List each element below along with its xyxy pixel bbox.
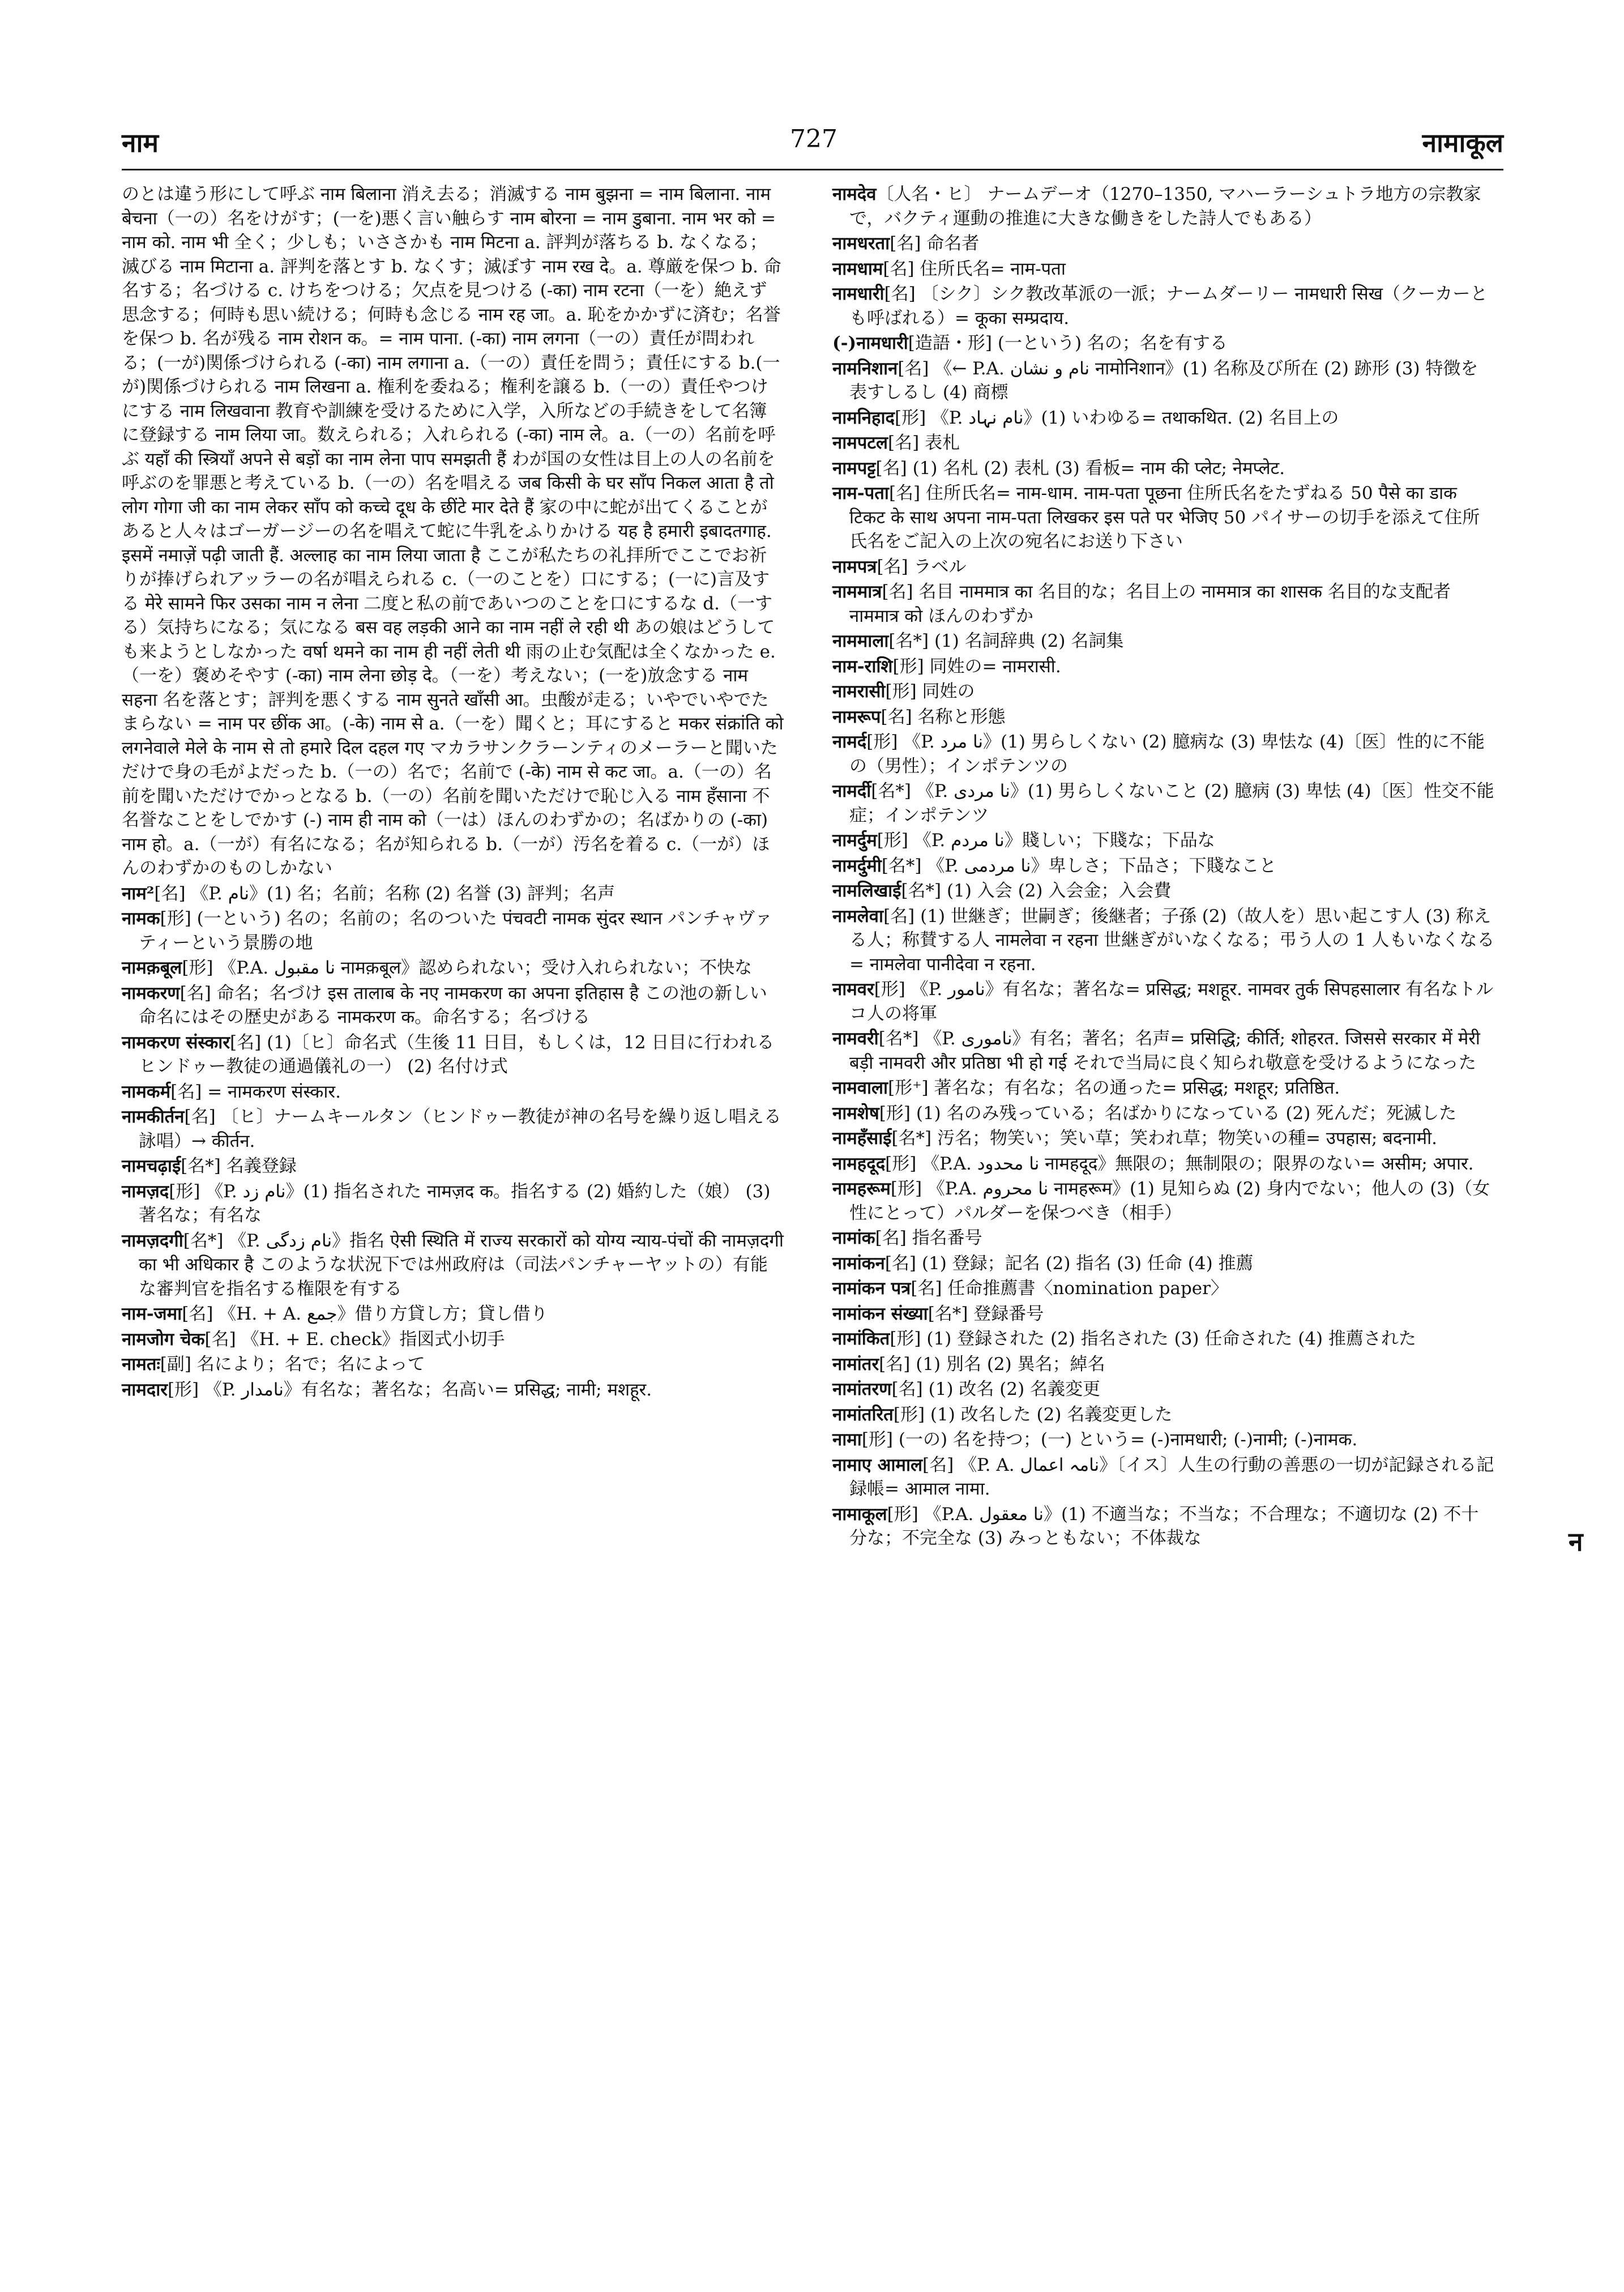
definition: 《P. A. نامہ اعمال》〔イス〕人生の行動の善悪の一切が記録される記録帳= आमाल नामा. xyxy=(849,1454,1494,1499)
header-rule xyxy=(122,169,1503,170)
part-of-speech: [名] xyxy=(888,433,920,453)
part-of-speech: [名*] xyxy=(891,1128,932,1149)
definition: 《P. ناموری》有名；著名；名声= प्रसिद्धि; कीर्ति; शोहरत. जिससे सरकार में मेरी बड़ी नामवरी और प्रतिष्ठा भी हो गई それで当局に良く知られ敬意を受けるようになった xyxy=(849,1028,1480,1073)
dictionary-entry xyxy=(832,1352,1495,1377)
dictionary-entry xyxy=(832,1252,1495,1276)
dictionary-entry xyxy=(122,1378,784,1402)
dictionary-entry xyxy=(832,431,1495,455)
part-of-speech: [名] xyxy=(204,1329,236,1350)
definition: 《P.A. نا محروم नामहरूम》(1) 見知らぬ (2) 身内でない；他人の (3)（女性にとって）パルダーを保つべき（相手） xyxy=(849,1179,1490,1223)
headword: नामर्दी xyxy=(832,781,871,801)
definition: (1) 登録された (2) 指名された (3) 任命された (4) 推薦された xyxy=(926,1329,1416,1349)
headword: नामर्दुमी xyxy=(832,855,882,876)
definition: 同姓の= नामरासी. xyxy=(929,656,1061,677)
part-of-speech: [形] xyxy=(887,1504,918,1525)
headword: नामपटल xyxy=(832,433,888,453)
dictionary-entry xyxy=(122,1302,784,1326)
headword: नामपट्ट xyxy=(832,458,876,479)
headword: नामांकन xyxy=(832,1253,885,1274)
definition: 《P. نام》(1) 名；名前；名称 (2) 名誉 (3) 評判；名声 xyxy=(191,883,616,904)
definition: 指名番号 xyxy=(912,1228,982,1248)
headword: नामशेष xyxy=(832,1103,879,1124)
headword: नाम-पता xyxy=(832,483,889,503)
running-head-left: नाम xyxy=(122,127,159,158)
headword: नामदेव xyxy=(832,184,877,204)
definition: 《← P.A. نام و نشان नामोनिशान》(1) 名称及び所在 (2) 跡形 (3) 特徴を表すしるし (4) 商標 xyxy=(849,358,1478,403)
headword: नामर्द xyxy=(832,732,867,752)
dictionary-entry xyxy=(832,779,1495,827)
page-number: 727 xyxy=(790,125,837,153)
headword: नाम² xyxy=(122,883,155,904)
dictionary-entry xyxy=(832,655,1495,679)
left-column xyxy=(122,182,784,1403)
dictionary-entry xyxy=(832,1152,1495,1176)
dictionary-entry xyxy=(122,1080,784,1104)
definition: 名により；名で；名によって xyxy=(196,1354,425,1375)
dictionary-entry xyxy=(122,1352,784,1377)
definition: 〔ヒ〕ナームキールタン（ヒンドゥー教徒が神の名号を繰り返し唱える詠唱）→ कीर्तन. xyxy=(139,1107,781,1151)
headword: नाममाला xyxy=(832,631,889,651)
part-of-speech: [形] xyxy=(167,1379,199,1400)
headword: नामकरण xyxy=(122,983,180,1004)
dictionary-entry xyxy=(832,730,1495,778)
part-of-speech: [形] xyxy=(877,830,908,851)
dictionary-entry xyxy=(122,1328,784,1352)
definition: 《P. نام نہاد》(1) いわゆる= तथाकथित. (2) 名目上の xyxy=(931,407,1339,428)
definition: (1) 名札 (2) 表札 (3) 看板= नाम की प्लेट; नेमप्लेट. xyxy=(912,458,1285,479)
part-of-speech: [形] xyxy=(894,407,926,428)
headword: नामक़बूल xyxy=(122,958,182,978)
definition: 命名者 xyxy=(926,233,980,254)
dictionary-entry xyxy=(832,232,1495,256)
part-of-speech: [名] xyxy=(898,358,929,379)
part-of-speech: [形] xyxy=(879,1103,911,1124)
part-of-speech: [名*] xyxy=(888,631,929,651)
entry-continuation xyxy=(122,182,784,881)
headword: नामवर xyxy=(832,979,874,1000)
headword: नामधारी xyxy=(832,284,884,304)
part-of-speech: [形] xyxy=(169,1181,200,1202)
headword: नामज़दगी xyxy=(122,1230,183,1251)
part-of-speech: 〔人名・ヒ〕 xyxy=(876,184,982,204)
part-of-speech: [名] xyxy=(879,1354,911,1375)
part-of-speech: [名] xyxy=(182,1304,213,1324)
headword: नामांकित xyxy=(832,1329,890,1349)
headword: नामनिहाद xyxy=(832,407,895,428)
headword: नामवरी xyxy=(832,1028,879,1049)
part-of-speech: [形] xyxy=(866,732,898,752)
definition: のとは違う形にして呼ぶ नाम बिलाना 消え去る；消滅する नाम बुझना = नाम बिलाना. नाम बेचना（一の）名をけがす；(一を)悪く言い触らす नाम बोरना = नाम डुबाना. नाम भर को = नाम को. नाम भी 全く；少しも；いささかも नाम मिटना a. 評判が落ちる b. なくなる；滅びる नाम मिटाना a. 評判を落とす b. なくす；滅ぼす नाम रख दे。a. 尊厳を保つ b. 命名する；名づける c. けちをつける；欠点を見つける (-का) नाम रटना（一を）絶えず思念する；何時も思い続ける；何時も念じる नाम रह जा。a. 恥をかかずに済む；名誉を保つ b. 名が残る नाम रोशन क。= नाम पाना. (-का) नाम लगना（一の）責任が問われる；(一が)関係づけられる (-का) नाम लगाना a.（一の）責任を問う；責任にする b.(一が)関係づけられる नाम लिखना a. 権利を委ねる；権利を譲る b.（一の）責任やつけにする नाम लिखवाना 教育や訓練を受けるために入学，入所などの手続きをして名簿に登録する नाम लिया जा。数えられる；入れられる (-का) नाम ले。a.（一の）名前を呼ぶ यहाँ की स्त्रियाँ अपने से बड़ों का नाम लेना पाप समझती हैं わが国の女性は目上の人の名前を呼ぶのを罪悪と考えている b.（一の）名を唱える जब किसी के घर साँप निकल आता है तो लोग गोगा जी का नाम लेकर साँप को कच्चे दूध के छींटे मार देते हैं 家の中に蛇が出てくることがあると人々はゴーガージーの名を唱えて蛇に牛乳をふりかける यह है हमारी इबादतगाह. इसमें नमाज़ें पढ़ी जाती हैं. अल्लाह का नाम लिया जाता है ここが私たちの礼拝所でここでお祈りが捧げられアッラーの名が唱えられる c.（一のことを）口にする；(一に)言及する मेरे सामने फिर उसका नाम न लेना 二度と私の前であいつのことを口にするな d.（一する）気持ちになる；気になる बस वह लड़की आने का नाम नहीं ले रही थी あの娘はどうしても来ようとしなかった वर्षा थमने का नाम ही नहीं लेती थी 雨の止む気配は全くなかった e.（一を）褒めそやす (-का) नाम लेना छोड़ दे。（一を）考えない；(一を)放念する नाम सहना 名を落とす；評判を悪くする नाम सुनते खाँसी आ。虫酸が走る；いやでいやでたまらない = नाम पर छींक आ。(-के) नाम से a.（一を）聞くと；耳にすると मकर संक्रांति को लगनेवाले मेले के नाम से तो हमारे दिल दहल गए マカラサンクラーンティのメーラーと聞いただけで身の毛がよだった b.（一の）名で；名前で (-के) नाम से कट जा。a.（一の）名前を聞いただけでかっとなる b.（一の）名前を聞いただけで恥じ入る नाम हँसाना 不名誉なことをしでかす (-) नाम ही नाम को（一は）ほんのわずかの；名ばかりの (-का) नाम हो。a.（一が）有名になる；名が知られる b.（一が）汚名を着る c.（一が）ほんのわずかのものしかない xyxy=(122,184,784,878)
definition: 任命推薦書〈nomination paper〉 xyxy=(947,1278,1228,1299)
dictionary-entry xyxy=(832,456,1495,481)
part-of-speech: [名] xyxy=(877,556,908,577)
dictionary-entry xyxy=(122,1031,784,1079)
dictionary-entry xyxy=(832,182,1495,231)
definition: 《P. نام زد》(1) 指名された नामज़द क。指名する (2) 婚約した（娘） (3) 著名な；有名な xyxy=(139,1181,771,1226)
part-of-speech: [形] xyxy=(890,1329,921,1349)
dictionary-entry xyxy=(832,705,1495,729)
headword: नामर्दुम xyxy=(832,830,877,851)
part-of-speech: [名*] xyxy=(878,1028,919,1049)
headword: नामांतर xyxy=(832,1354,879,1375)
headword: नामकरण संस्कार xyxy=(122,1032,230,1053)
definition: (1) 改名した (2) 名義変更した xyxy=(930,1404,1173,1425)
headword: नामतः xyxy=(122,1354,160,1375)
headword: नामक xyxy=(122,908,160,929)
definition: (1)〔ヒ〕命名式（生後 11 日目，もしくは，12 日目に行われるヒンドゥー教徒の通過儀礼の一） (2) 名付け式 xyxy=(139,1032,775,1077)
definition: 汚名；物笑い；笑い草；笑われ草；物笑いの種= उपहास; बदनामी. xyxy=(937,1128,1437,1149)
headword: नामनिशान xyxy=(832,358,898,379)
dictionary-entry xyxy=(832,282,1495,330)
right-column xyxy=(832,182,1495,1552)
part-of-speech: [名] xyxy=(154,883,186,904)
dictionary-entry xyxy=(122,981,784,1030)
part-of-speech: [名] xyxy=(875,1228,907,1248)
headword: नामांतरित xyxy=(832,1404,894,1425)
definition: 《P. نام زدگی》指名 ऐसी स्थिति में राज्य सरकारों को योग्य न्याय-पंचों की नामज़दगी का भी अधिकार है このような状況下では州政府は（司法パンチャーヤットの）有能な審判官を指名する権限を有する xyxy=(139,1230,784,1299)
dictionary-entry xyxy=(832,978,1495,1026)
dictionary-entry xyxy=(122,1229,784,1301)
part-of-speech: [形] xyxy=(160,908,191,929)
dictionary-entry xyxy=(832,555,1495,579)
headword: नामहदूद xyxy=(832,1153,886,1174)
dictionary-entry xyxy=(122,1154,784,1179)
part-of-speech: [名] xyxy=(884,1253,917,1274)
part-of-speech: [名] xyxy=(882,582,913,602)
dictionary-entry xyxy=(832,1277,1495,1301)
headword: नामहरूम xyxy=(832,1179,891,1199)
definition: 《P. نا مردم》賤しい；下賤な；下品な xyxy=(913,830,1215,851)
definition: 名義登録 xyxy=(226,1156,297,1176)
definition: 《P.A. نا محدود नामहदूद》無限の；無制限の；限界のない= असीम; अपार. xyxy=(922,1153,1474,1174)
dictionary-entry xyxy=(832,580,1495,628)
part-of-speech: [名] xyxy=(184,1107,216,1127)
definition: 《P. نامدار》有名な；著名な；名高い= प्रसिद्ध; नामी; मशहूर. xyxy=(204,1379,652,1400)
definition: (一という) 名の；名を有する xyxy=(997,333,1228,353)
headword: नामकर्म xyxy=(122,1081,171,1102)
headword: (-)नामधारी xyxy=(832,333,908,353)
dictionary-entry xyxy=(122,956,784,980)
definition: 名目 नाममात्र का 名目的な；名目上の नाममात्र का शासक 名目的な支配者 नाममात्र को ほんのわずか xyxy=(849,582,1451,626)
headword: नामांकन संख्या xyxy=(832,1303,928,1324)
dictionary-entry xyxy=(832,1377,1495,1402)
headword: नामा xyxy=(832,1429,862,1450)
definition: 著名な；有名な；名の通った= प्रसिद्ध; मशहूर; प्रतिष्ठित. xyxy=(934,1078,1340,1098)
part-of-speech: [名*] xyxy=(871,781,911,801)
dictionary-entry xyxy=(832,1503,1495,1551)
part-of-speech: [名] xyxy=(170,1081,202,1102)
dictionary-entry xyxy=(832,629,1495,654)
headword: नामवाला xyxy=(832,1078,888,1098)
definition: 《P.A. نا معقول》(1) 不適当な；不当な；不合理な；不適切な (2) 不十分な；不完全な (3) みっともない；不体裁な xyxy=(849,1504,1479,1548)
dictionary-entry xyxy=(832,1027,1495,1075)
definition: (1) 入会 (2) 入会金；入会費 xyxy=(947,881,1172,901)
dictionary-entry xyxy=(832,1403,1495,1427)
definition: 《P. نا مردی》(1) 男らしくないこと (2) 臆病 (3) 卑怯 (4)〔医〕性交不能症；インポテンツ xyxy=(849,781,1494,826)
headword: नामांक xyxy=(832,1228,875,1248)
definition: 命名；名づけ इस तालाब के नए नामकरण का अपना इतिहास है この池の新しい命名にはその歴史がある नामकरण क。命名する；名づける xyxy=(139,983,767,1027)
dictionary-entry xyxy=(832,1428,1495,1452)
dictionary-entry xyxy=(832,904,1495,977)
dictionary-entry xyxy=(832,879,1495,903)
definition: 《P. نامور》有名な；著名な= प्रसिद्ध; मशहूर. नामवर तुर्क सिपहसालार 有名なトルコ人の将軍 xyxy=(849,979,1494,1024)
dictionary-entry xyxy=(832,1076,1495,1100)
definition: (1) 世継ぎ；世嗣ぎ；後継者；子孫 (2)（故人を）思い起こす人 (3) 称える人；称賛する人 नामलेवा न रहना 世継ぎがいなくなる；弔う人の 1 人もいなくなる= नामलेवा पानीदेवा न रहना. xyxy=(849,906,1495,975)
definition: 《P. نا مرد》(1) 男らしくない (2) 臆病な (3) 卑怯な (4)〔医〕性的に不能の（男性）；インポテンツの xyxy=(849,732,1485,776)
headword: नाम-राशि xyxy=(832,656,893,677)
definition: (一の) 名を持つ；(一) という= (-)नामधारी; (-)नामी; (-)नामक. xyxy=(898,1429,1358,1450)
headword: नामधाम xyxy=(832,258,883,279)
headword: नामरासी xyxy=(832,681,886,702)
definition: 《H. + A. جمع》借り方貸し方；貸し借り xyxy=(219,1304,548,1324)
definition: (1) 別名 (2) 異名；綽名 xyxy=(916,1354,1105,1375)
dictionary-entry xyxy=(122,1105,784,1153)
part-of-speech: [名] xyxy=(922,1454,954,1475)
headword: नामाए आमाल xyxy=(832,1454,923,1475)
part-of-speech: [名*] xyxy=(181,1156,221,1176)
definition: 表札 xyxy=(925,433,960,453)
definition: 名称と形態 xyxy=(917,706,1006,727)
headword: नामचढ़ाई xyxy=(122,1156,181,1176)
headword: नामकीर्तन xyxy=(122,1107,185,1127)
headword: नामदार xyxy=(122,1379,168,1400)
definition: 登録番号 xyxy=(973,1303,1044,1324)
dictionary-entry xyxy=(832,257,1495,281)
dictionary-entry xyxy=(832,357,1495,405)
part-of-speech: [形] xyxy=(861,1429,894,1450)
dictionary-entry xyxy=(832,1102,1495,1126)
part-of-speech: [名*] xyxy=(183,1230,224,1251)
part-of-speech: [形] xyxy=(885,681,917,702)
definition: (1) 登録；記名 (2) 指名 (3) 任命 (4) 推薦 xyxy=(921,1253,1254,1274)
headword: नामलिखाई xyxy=(832,881,901,901)
part-of-speech: [名] xyxy=(230,1032,262,1053)
part-of-speech: [名*] xyxy=(881,855,922,876)
dictionary-entry xyxy=(122,1180,784,1228)
headword: नाम-जमा xyxy=(122,1304,182,1324)
part-of-speech: [名] xyxy=(875,458,907,479)
part-of-speech: [形] xyxy=(182,958,213,978)
definition: 同姓の xyxy=(922,681,975,702)
headword: नामांकन पत्र xyxy=(832,1278,911,1299)
part-of-speech: [名] xyxy=(881,706,912,727)
page-header xyxy=(122,125,1503,164)
part-of-speech: [副] xyxy=(160,1354,191,1375)
part-of-speech: [名] xyxy=(884,284,916,304)
definition: (1) 名詞辞典 (2) 名詞集 xyxy=(934,631,1124,651)
thumb-index-letter: न xyxy=(1569,1526,1583,1557)
definition: ラベル xyxy=(913,556,967,577)
dictionary-entry xyxy=(832,854,1495,878)
part-of-speech: [名] xyxy=(883,258,914,279)
dictionary-entry xyxy=(122,882,784,906)
part-of-speech: [造語・形] xyxy=(908,333,992,353)
definition: (1) 改名 (2) 名義変更 xyxy=(928,1379,1101,1399)
definition: (1) 名のみ残っている；名ばかりになっている (2) 死んだ；死滅した xyxy=(916,1103,1457,1124)
headword: नामजोग चेक xyxy=(122,1329,205,1350)
dictionary-entry xyxy=(832,829,1495,853)
part-of-speech: [形] xyxy=(874,979,905,1000)
definition: 《H. + E. check》指図式小切手 xyxy=(241,1329,505,1350)
dictionary-entry xyxy=(832,1453,1495,1501)
dictionary-entry xyxy=(832,680,1495,704)
definition: = नामकरण संस्कार. xyxy=(207,1081,341,1102)
dictionary-entry xyxy=(832,1327,1495,1351)
dictionary-entry xyxy=(832,406,1495,430)
part-of-speech: [名] xyxy=(888,483,921,503)
headword: नामपत्र xyxy=(832,556,877,577)
dictionary-entry xyxy=(832,1177,1495,1225)
dictionary-entry xyxy=(122,907,784,955)
part-of-speech: [形] xyxy=(892,656,924,677)
running-head-right: नामाकूल xyxy=(1422,127,1503,158)
definition: ナームデーオ（1270–1350, マハーラーシュトラ地方の宗教家で，バクティ運動の推進に大きな働きをした詩人でもある） xyxy=(849,184,1481,229)
definition: 〔シク〕シク教改革派の一派；ナームダーリー नामधारी सिख（クーカーとも呼ばれる）= कूका सम्प्रदाय. xyxy=(849,284,1488,328)
dictionary-entry xyxy=(832,1302,1495,1326)
part-of-speech: [形⁺] xyxy=(888,1078,929,1098)
part-of-speech: [形] xyxy=(890,1179,922,1199)
dictionary-entry xyxy=(832,1126,1495,1151)
headword: नामहँसाई xyxy=(832,1128,892,1149)
definition: 住所氏名= नाम-धाम. नाम-पता पूछना 住所氏名をたずねる 50 पैसे का डाक टिकट के साथ अपना नाम-पता लिखकर इस पते पर भेजिए 50 パイサーの切手を添えて住所氏名をご記入の上次の宛名にお送り下さい xyxy=(849,483,1480,552)
part-of-speech: [形] xyxy=(885,1153,917,1174)
part-of-speech: [名] xyxy=(890,233,921,254)
part-of-speech: [名*] xyxy=(928,1303,968,1324)
part-of-speech: [名] xyxy=(891,1379,923,1399)
headword: नामज़द xyxy=(122,1181,169,1202)
part-of-speech: [名] xyxy=(911,1278,942,1299)
dictionary-entry xyxy=(832,1226,1495,1250)
dictionary-entry xyxy=(832,481,1495,554)
definition: 《P.A. نا مقبول नामक़बूल》認められない；受け入れられない；不快な xyxy=(219,958,753,978)
headword: नाममात्र xyxy=(832,582,882,602)
part-of-speech: [名] xyxy=(883,906,915,927)
part-of-speech: [名*] xyxy=(901,881,942,901)
headword: नामलेवा xyxy=(832,906,884,927)
headword: नामाकूल xyxy=(832,1504,887,1525)
definition: 住所氏名= नाम-पता xyxy=(920,258,1066,279)
definition: (一という) 名の；名前の；名のついた पंचवटी नामक सुंदर स्थान パンチャヴァティーという景勝の地 xyxy=(139,908,773,953)
definition: 《P. نا مردمی》卑しさ；下品さ；下賤なこと xyxy=(927,855,1277,876)
part-of-speech: [名] xyxy=(180,983,211,1004)
part-of-speech: [形] xyxy=(893,1404,925,1425)
dictionary-entry xyxy=(832,331,1495,356)
headword: नामरूप xyxy=(832,706,881,727)
headword: नामधरता xyxy=(832,233,890,254)
headword: नामांतरण xyxy=(832,1379,892,1399)
